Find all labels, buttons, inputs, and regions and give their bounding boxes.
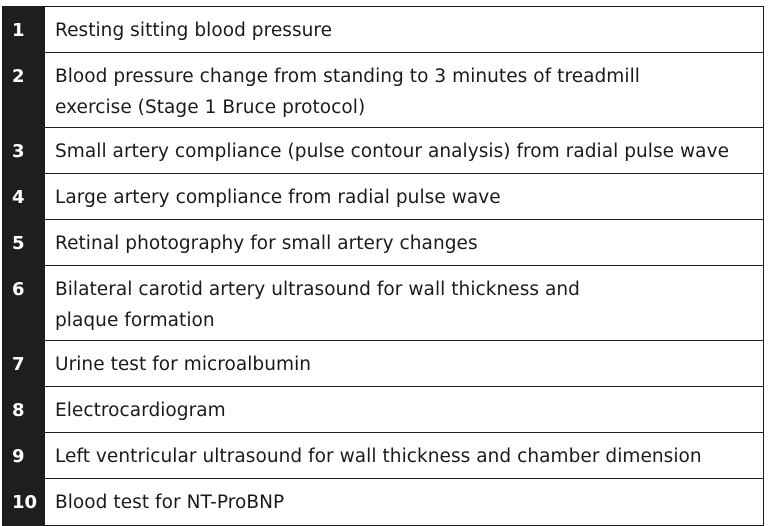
table-row (3, 7, 763, 53)
row-text: Small artery compliance (pulse contour analysis) from radial pulse wave (55, 141, 730, 162)
row-text-line: Blood pressure change from standing to 3 minutes of treadmill (55, 66, 640, 87)
table-row (3, 433, 763, 479)
row-text: Retinal photography for small artery changes (55, 233, 478, 254)
row-text (45, 53, 763, 127)
row-number: 8 (3, 387, 45, 432)
row-text: Electrocardiogram (55, 400, 226, 421)
table-row (3, 128, 763, 174)
row-text: Blood test for NT-ProBNP (55, 492, 285, 513)
table-row (3, 220, 763, 266)
table-row (3, 479, 763, 525)
row-text (45, 266, 763, 340)
row-text-line: Bilateral carotid artery ultrasound for wall thickness and (55, 279, 580, 300)
row-number: 5 (3, 220, 45, 265)
row-number: 2 (3, 53, 45, 127)
test-list-table (2, 6, 764, 526)
row-number: 1 (3, 7, 45, 52)
row-text: Left ventricular ultrasound for wall thickness and chamber dimension (55, 446, 702, 467)
row-number: 3 (3, 128, 45, 173)
table-row (3, 174, 763, 220)
row-text-line: plaque formation (55, 310, 215, 331)
table-row (3, 387, 763, 433)
row-text: Resting sitting blood pressure (55, 20, 333, 41)
table-row (3, 341, 763, 387)
row-text: Large artery compliance from radial pulse wave (55, 187, 501, 208)
row-number: 4 (3, 174, 45, 219)
table-row (3, 53, 763, 128)
table-row (3, 266, 763, 341)
row-number: 7 (3, 341, 45, 386)
row-number: 10 (3, 479, 45, 525)
row-text: Urine test for microalbumin (55, 354, 312, 375)
row-text-line: exercise (Stage 1 Bruce protocol) (55, 97, 366, 118)
row-number: 9 (3, 433, 45, 478)
row-number: 6 (3, 266, 45, 340)
